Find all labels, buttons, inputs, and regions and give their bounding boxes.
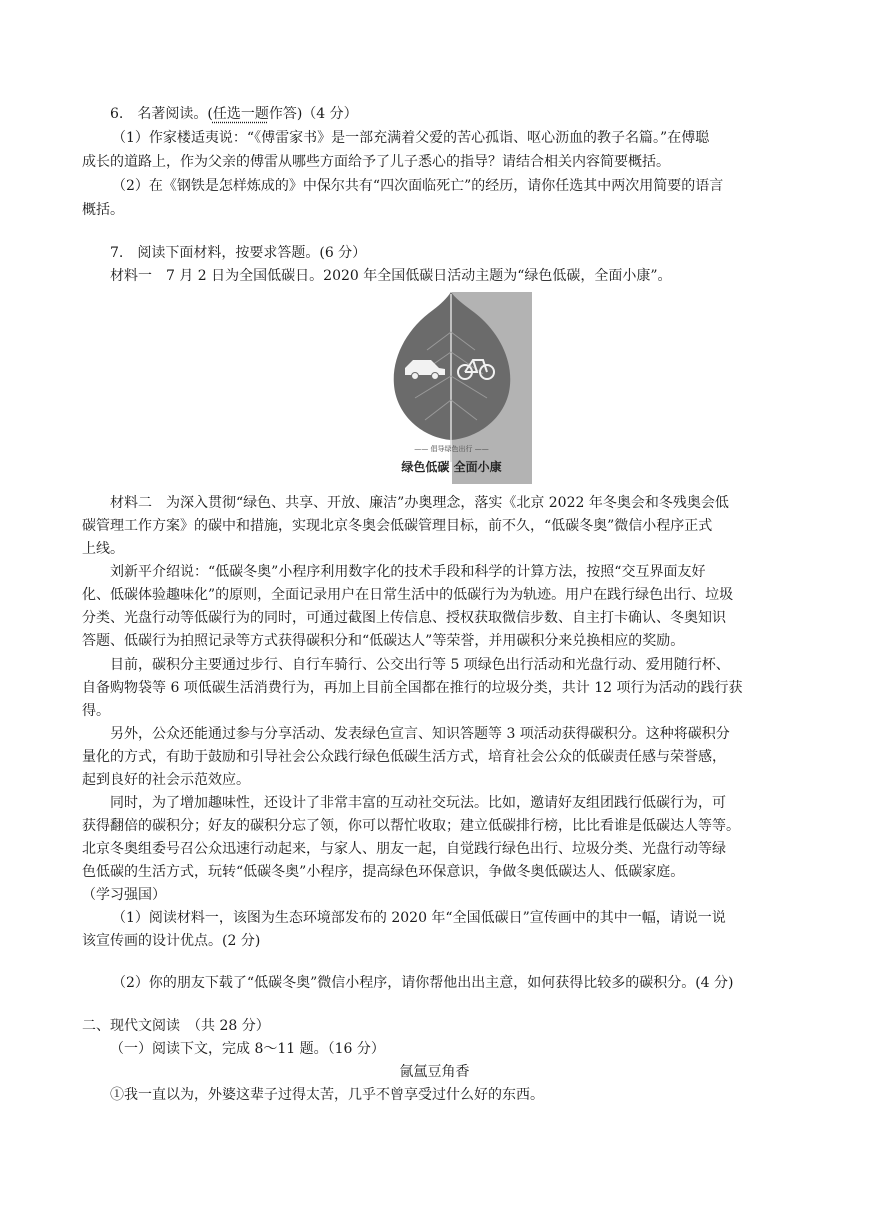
q7-also-line2: 量化的方式，有助于鼓励和引导社会公众践行绿色低碳生活方式，培育社会公众的低碳责任感与荣誉感， — [82, 749, 726, 765]
q7-now-line1: 目前，碳积分主要通过步行、自行车骑行、公交出行等 5 项绿色出行活动和光盘行动、爱用随行杯、 — [110, 657, 730, 673]
q6-option2-line1: （2）在《钢铁是怎样炼成的》中保尔共有“四次面临死亡”的经历，请你任选其中两次用简要的语言 — [112, 178, 724, 194]
q7-subq1-line2: 该宣传画的设计优点。(2 分) — [82, 933, 261, 949]
essay-title: 氤氲豆角香 — [399, 1064, 470, 1080]
poster-small-text: —— 倡导绿色出行 —— — [414, 445, 489, 453]
section2-part1: （一）阅读下文，完成 8～11 题。（16 分） — [110, 1041, 385, 1057]
q7-liu-line2: 化、低碳体验趣味化”的原则，全面记录用户在日常生活中的低碳行为为轨迹。用户在践行绿色出行、垃圾 — [82, 587, 734, 603]
low-carbon-poster — [371, 292, 532, 484]
q6-title-suffix: 作答)（4 分） — [268, 106, 358, 122]
poster-big-text: 绿色低碳 全面小康 — [401, 460, 502, 474]
q7-material2-line1: 材料二 为深入贯彻“绿色、共享、开放、廉洁”办奥理念，落实《北京 2022 年冬奥会和冬残奥会低 — [110, 495, 729, 511]
q7-same-line3: 北京冬奥组委号召公众迅速行动起来，与家人、朋友一起，自觉践行绿色出行、垃圾分类、光盘行动等绿 — [82, 841, 726, 857]
q7-material2-line2: 碳管理工作方案》的碳中和措施，实现北京冬奥会低碳管理目标，前不久，“低碳冬奥”微信小程序正式 — [82, 518, 713, 534]
q7-now-line2: 自备购物袋等 6 项低碳生活消费行为，再加上目前全国都在推行的垃圾分类，共计 12 项行为活动的践行获 — [82, 680, 743, 696]
q7-liu-line4: 答题、低碳行为拍照记录等方式获得碳积分和“低碳达人”等荣誉，并用碳积分来兑换相应的奖励。 — [82, 633, 685, 649]
q7-also-line1: 另外，公众还能通过参与分享活动、发表绿色宣言、知识答题等 3 项活动获得碳积分。这种将碳积分 — [110, 726, 730, 742]
q7-same-line2: 获得翻倍的碳积分；好友的碳积分忘了领，你可以帮忙收取；建立低碳排行榜，比比看谁是低碳达人等等。 — [82, 818, 740, 834]
q6-title-dotted: 任选一题 — [212, 106, 269, 122]
q6-option1-line1: （1）作家楼适夷说：“《傅雷家书》是一部充满着父爱的苦心孤诣、呕心沥血的教子名篇。”在傅聪 — [112, 130, 710, 146]
q7-material1: 材料一 7 月 2 日为全国低碳日。2020 年全国低碳日活动主题为“绿色低碳，全面小康”。 — [110, 268, 672, 284]
q7-title: 7. 阅读下面材料，按要求答题。(6 分） — [110, 245, 367, 261]
section2-title: 二、现代文阅读 （共 28 分） — [82, 1018, 270, 1034]
q7-same-line1: 同时，为了增加趣味性，还设计了非常丰富的互动社交玩法。比如，邀请好友组团践行低碳行为，可 — [110, 795, 726, 811]
q7-liu-line3: 分类、光盘行动等低碳行为的同时，可通过截图上传信息、授权获取微信步数、自主打卡确认、冬奥知识 — [82, 610, 726, 626]
q7-material2-line3: 上线。 — [82, 541, 124, 557]
q6-title — [110, 103, 358, 125]
q7-now-line3: 得。 — [82, 703, 110, 719]
q7-subq1-line1: （1）阅读材料一，该图为生态环境部发布的 2020 年“全国低碳日”宣传画中的其中一幅，请说一说 — [112, 910, 726, 926]
q7-same-line4: 色低碳的生活方式，玩转“低碳冬奥”小程序，提高绿色环保意识，争做冬奥低碳达人、低碳家庭。 — [82, 864, 685, 880]
q6-option1-line2: 成长的道路上，作为父亲的傅雷从哪些方面给予了儿子悉心的指导？请结合相关内容简要概括。 — [82, 154, 670, 170]
poster-graphic — [371, 292, 532, 484]
q7-also-line3: 起到良好的社会示范效应。 — [82, 772, 250, 788]
q7-liu-line1: 刘新平介绍说：“低碳冬奥”小程序利用数字化的技术手段和科学的计算方法，按照“交互界面友好 — [110, 564, 706, 580]
q7-source: （学习强国） — [82, 887, 166, 903]
essay-paragraph1: ①我一直以为，外婆这辈子过得太苦，几乎不曾享受过什么好的东西。 — [110, 1087, 544, 1103]
q6-title-prefix: 6. 名著阅读。( — [110, 106, 213, 122]
q6-option2-line2: 概括。 — [82, 202, 124, 218]
q7-subq2: （2）你的朋友下载了“低碳冬奥”微信小程序，请你帮他出出主意，如何获得比较多的碳积分。(4 分) — [112, 975, 734, 991]
